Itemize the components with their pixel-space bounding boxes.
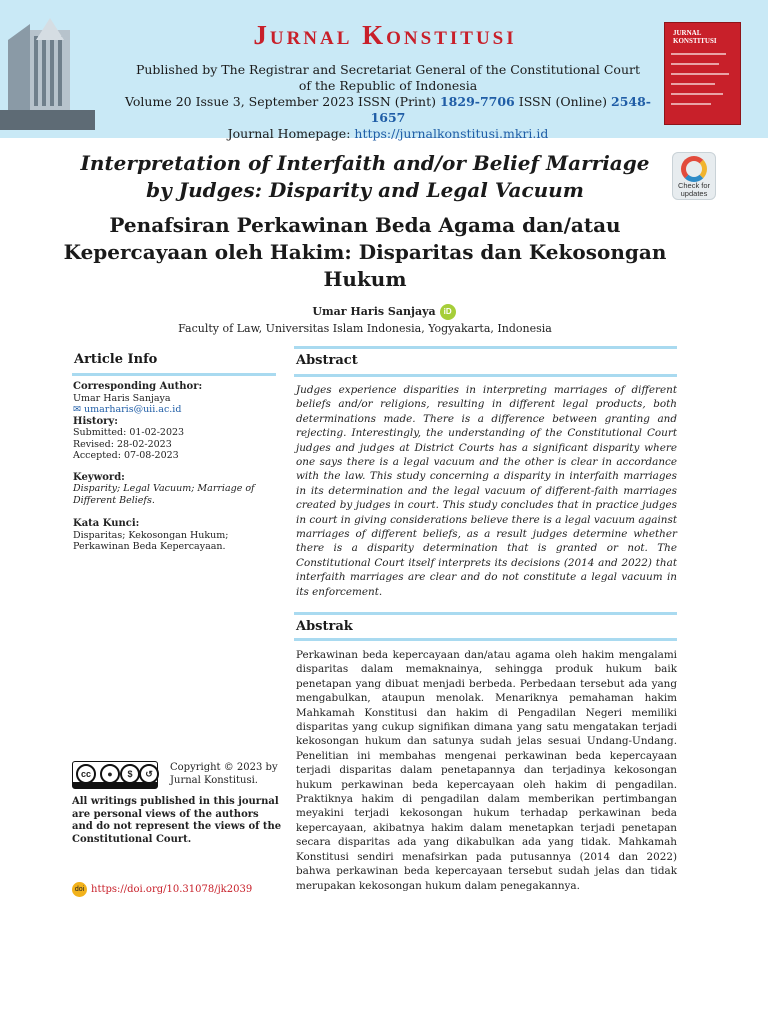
homepage-link[interactable]: https://jurnalkonstitusi.mkri.id <box>354 126 549 141</box>
abstract-rule <box>294 374 677 377</box>
author-line <box>0 304 768 320</box>
cover-title <box>673 29 717 45</box>
cc-icon: cc <box>76 764 96 784</box>
sa-icon: ↺ <box>139 764 159 784</box>
history-label: History: <box>73 415 118 427</box>
envelope-icon: ✉ <box>73 404 81 415</box>
cover-line <box>671 63 719 65</box>
accepted-date: Accepted: 07-08-2023 <box>73 450 179 461</box>
journal-cover-thumbnail <box>664 22 741 125</box>
issn-print: 1829-7706 <box>439 94 515 109</box>
abstract-text: Judges experience disparities in interpreting marriages of different beliefs and/or religions, resulting in different legal products, both determinations made. There is a difference between granting and rejecting. Interestingly, the understanding of the Constitutional Court judges and judges at District Courts has a significant disparity where one says there is a legal vacuum and the other is clear in accordance with the law. This study concerning a disparity in interfaith marriages in its determination and the legal vacuum of different-faith marriages created by judges in court. This study concludes that in practice judges in court in giving considerations believe there is a legal vacuum against marriages of different beliefs, as a result judges determine whether there is a disparity determination that is granted or not. The Constitutional Court itself interprets its decisions (2014 and 2022) that interfaith marriages are clear and do not constitute a legal vacuum in its enforcement. <box>296 384 677 598</box>
cc-license-bar <box>73 782 157 788</box>
email-row <box>73 404 278 416</box>
court-building-logo <box>0 10 95 130</box>
keyword-label: Keyword: <box>73 471 125 483</box>
cover-line <box>671 73 729 75</box>
check-updates-line-2: updates <box>680 189 708 198</box>
article-info-rule <box>72 373 276 376</box>
issn-online: 2548-1657 <box>370 94 651 125</box>
copyright-text: Copyright © 2023 by Jurnal Konstitusi. <box>170 762 278 786</box>
journal-title: Jurnal Konstitusi <box>253 20 517 50</box>
orcid-icon[interactable]: iD <box>440 304 456 320</box>
abstrak-top-rule <box>294 612 677 615</box>
publisher-line-1: Published by The Registrar and Secretariat General of the Constitutional Court <box>135 62 641 77</box>
check-updates-line-1: Check for <box>677 181 711 190</box>
keywords-text: Disparity; Legal Vacuum; Marriage of Different Beliefs. <box>73 483 255 506</box>
article-title-indonesian: Penafsiran Perkawinan Beda Agama dan/atau Kepercayaan oleh Hakim: Disparitas dan Kekosongan Hukum <box>63 213 667 291</box>
by-icon: ● <box>100 764 120 784</box>
publisher-line-2: of the Republic of Indonesia <box>298 78 478 93</box>
corresponding-author-name: Umar Haris Sanjaya <box>73 392 171 404</box>
submitted-date: Submitted: 01-02-2023 <box>73 427 185 438</box>
doi-link[interactable]: https://doi.org/10.31078/jk2039 <box>91 884 253 895</box>
disclaimer-text: All writings published in this journal are personal views of the authors and do not represent the views of the Constitutional Court. <box>72 796 282 845</box>
article-title-english: Interpretation of Interfaith and/or Belief Marriage by Judges: Disparity and Legal Vacuum <box>80 151 650 202</box>
homepage-label: Journal Homepage: <box>227 126 351 141</box>
article-info-panel <box>73 381 278 553</box>
cover-line <box>671 93 723 95</box>
cover-line <box>671 53 726 55</box>
issn-online-label: ISSN (Online) <box>518 94 608 109</box>
abstract-top-rule <box>294 346 677 349</box>
corresponding-author-label: Corresponding Author: <box>73 381 203 392</box>
abstrak-rule <box>294 638 677 641</box>
nc-icon: $ <box>120 764 140 784</box>
abstrak-heading: Abstrak <box>296 619 353 634</box>
publisher-info <box>110 62 666 142</box>
volume-text: Volume 20 Issue 3, September 2023 ISSN (Print) <box>125 94 436 109</box>
abstract-heading: Abstract <box>296 353 358 368</box>
revised-date: Revised: 28-02-2023 <box>73 438 172 450</box>
kata-kunci-text: Disparitas; Kekosongan Hukum; Perkawinan Beda Kepercayaan. <box>73 529 229 552</box>
cover-line <box>671 83 715 85</box>
article-info-heading: Article Info <box>74 352 158 367</box>
author-affiliation: Faculty of Law, Universitas Islam Indonesia, Yogyakarta, Indonesia <box>178 322 552 335</box>
homepage-line <box>110 126 666 142</box>
creative-commons-badge[interactable] <box>72 761 158 789</box>
check-updates-icon <box>681 156 707 182</box>
cover-title-line-1: JURNAL <box>673 29 702 37</box>
cover-title-line-2: KONSTITUSI <box>673 37 717 45</box>
doi-icon: doi <box>72 882 87 897</box>
kata-kunci-label: Kata Kunci: <box>73 518 140 529</box>
email-link[interactable]: umarharis@uii.ac.id <box>84 404 182 415</box>
author-name: Umar Haris Sanjaya <box>312 305 436 318</box>
cover-line <box>671 103 711 105</box>
check-for-updates-badge[interactable] <box>672 152 716 200</box>
journal-header <box>0 0 768 141</box>
doi-row <box>72 882 252 897</box>
issn-line <box>110 94 666 126</box>
abstrak-text: Perkawinan beda kepercayaan dan/atau agama oleh hakim mengalami disparitas dalam memaknainya, sehingga produk hukum baik penetapan yang dibuat menjadi berbeda. Perbedaan tersebut ada yang mengabulkan, ataupun menolak. Menariknya pemahaman hakim Mahkamah Konstitusi dan hakim di Pengadilan Negeri memiliki disparitas yang cukup signifikan dimana yang satu mengatakan terjadi kekosongan hukum dan satunya sudah jelas sesuai Undang-Undang. Penelitian ini membahas mengenai perkawinan beda kepercayaan terjadi disparitas dalam penetapannya dan terjadinya kekosongan hukum perkawinan beda kepercayaan oleh hakim di pengadilan. Praktiknya hakim di pengadilan dalam memberikan pertimbangan meyakini terjadi kekosongan hukum terhadap perkawinan beda kepercayaan, akibatnya hakim dalam menetapkan terjadi penetapan secara disparitas ada yang dikabulkan ada yang tidak. Mahkamah Konstitusi sendiri menafsirkan pada putusannya (2014 dan 2022) bahwa perkawinan beda kepercayaan tersebut sudah jelas dan tidak merupakan kekosongan hukum dalam penegakannya. <box>296 649 677 892</box>
